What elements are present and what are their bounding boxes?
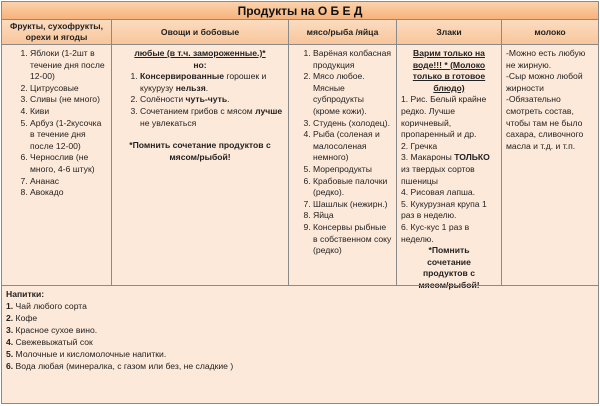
vegetables-cell [112,45,289,285]
list-item: 8. Авокадо [30,187,107,199]
list-item: 7. Шашлык (нежирн.) [313,199,392,211]
list-item: 2. Солёности чуть-чуть. [140,94,284,106]
list-item: 5. Морепродукты [313,164,392,176]
list-item: 2. Цитрусовые [30,83,107,95]
list-item: 1. Рис. Белый крайне редко. Лучше коричневый, пропаренный и др. [401,94,487,140]
list-item: 6. Крабовые палочки (редко). [313,176,392,199]
list-item: 4. Свежевыжатый сок [6,337,93,347]
header-grains: Злаки [397,20,502,45]
table-title: Продукты на О Б Е Д [2,2,598,20]
drinks-section [2,285,598,403]
list-item: 9. Консервы рыбные в собственном соку (редко) [313,222,392,257]
list-item: 4. Рыба (соленая и малосоленая немного) [313,129,392,164]
grains-cell [397,45,502,290]
list-item: 1. Варёная колбасная продукция [313,48,392,71]
list-item: 6. Чернослив (не много, 4-6 штук) [30,152,107,175]
list-item: 5. Молочные и кисломолочные напитки. [6,349,167,359]
list-item: 5. Кукурузная крупа 1 раз в неделю. [401,198,487,221]
list-item: 3. Студень (холодец). [313,118,392,130]
grains-intro: Варим только на воде!!! * (Молоко только в готовое блюдо) [412,48,486,93]
list-item: 2. Мясо любое. Мясные субпродукты (кроме кожи). [313,71,392,117]
list-item: 6. Вода любая (минералка, с газом или без, не сладкие ) [6,361,234,371]
list-item: 7. Ананас [30,176,107,188]
list-item: 2. Кофе [6,313,38,323]
header-meat: мясо/рыба /яйца [289,20,397,45]
list-item: 2. Гречка [401,140,438,151]
list-item: 3. Сочетанием грибов с мясом лучше не увлекаться [140,106,284,129]
drinks-title: Напитки: [6,289,45,299]
grains-note: *Помнить сочетание продуктов с мясом/рыбой! [418,245,480,290]
list-item: 3. Красное сухое вино. [6,325,98,335]
milk-cell [502,45,598,285]
list-item: -Обязательно смотреть состав, чтобы там не было сахара, сливочного масла и т.д. и т.п. [506,94,584,151]
list-item: 6. Кус-кус 1 раз в неделю. [401,221,470,244]
list-item: 3. Макароны ТОЛЬКО из твердых сортов пшеницы [401,152,490,186]
lunch-products-table [1,1,599,404]
list-item: 4. Киви [30,106,107,118]
veg-note: *Помнить сочетание продуктов с мясом/рыбой! [129,140,271,162]
list-item: 4. Рисовая лапша. [401,187,476,198]
fruits-cell [2,45,112,285]
list-item: 1. Консервированные горошек и кукурузу нельзя. [140,71,284,94]
meat-cell [289,45,397,285]
list-item: 8. Яйца [313,210,392,222]
veg-but: но: [193,59,207,70]
header-milk: молоко [502,20,598,45]
header-vegetables: Овощи и бобовые [112,20,289,45]
header-fruits: Фрукты, сухофрукты, орехи и ягоды [2,20,112,45]
list-item: 1. Яблоки (1-2шт в течение дня после 12-00) [30,48,107,83]
veg-intro: любые (в т.ч. замороженные.)* [134,48,266,58]
list-item: 5. Арбуз (1-2кусочка в течение дня после 12-00) [30,118,107,153]
list-item: 3. Сливы (не много) [30,94,107,106]
list-item: -Можно есть любую не жирную. [506,48,586,70]
list-item: 1. Чай любого сорта [6,301,87,311]
list-item: -Сыр можно любой жирности [506,71,583,93]
